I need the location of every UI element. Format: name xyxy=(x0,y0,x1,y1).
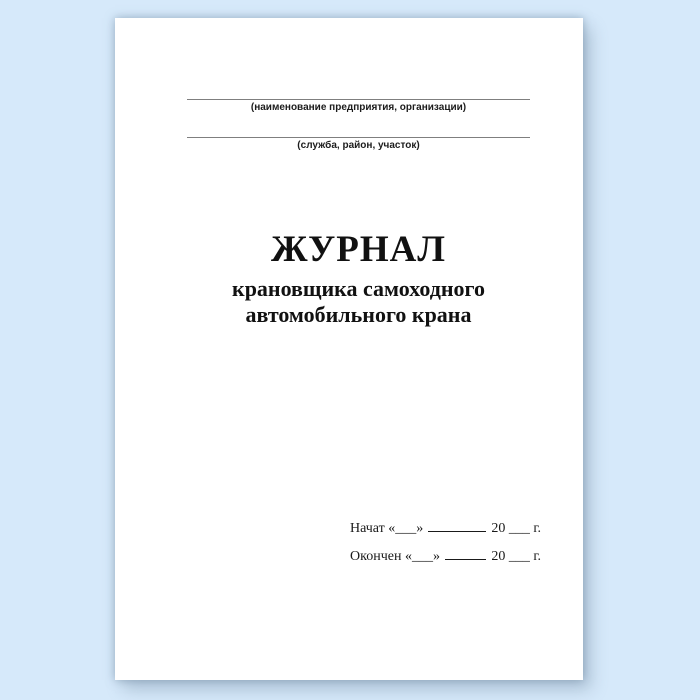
date-finished-year: 20 ___ г. xyxy=(491,549,541,564)
date-started-year: 20 ___ г. xyxy=(491,521,541,536)
date-started-row xyxy=(350,521,541,537)
date-finished-label: Окончен «___» xyxy=(350,549,440,564)
journal-cover-page xyxy=(115,18,583,680)
date-started-blank-line xyxy=(428,531,486,532)
journal-subtitle-line-2: автомобильного крана xyxy=(245,302,472,327)
dates-block xyxy=(350,521,541,577)
organization-name-blank-line xyxy=(187,99,530,100)
title-block xyxy=(187,230,530,328)
date-finished-row xyxy=(350,549,541,565)
journal-subtitle-line-1: крановщика самоходного xyxy=(232,276,485,301)
service-area-caption: (служба, район, участок) xyxy=(297,140,420,151)
journal-subtitle xyxy=(187,276,530,328)
journal-title: ЖУРНАЛ xyxy=(271,229,446,270)
organization-name-caption: (наименование предприятия, организации) xyxy=(250,102,467,113)
date-finished-blank-line xyxy=(445,559,486,560)
service-area-blank-line xyxy=(187,137,530,138)
date-started-label: Начат «___» xyxy=(350,521,424,536)
